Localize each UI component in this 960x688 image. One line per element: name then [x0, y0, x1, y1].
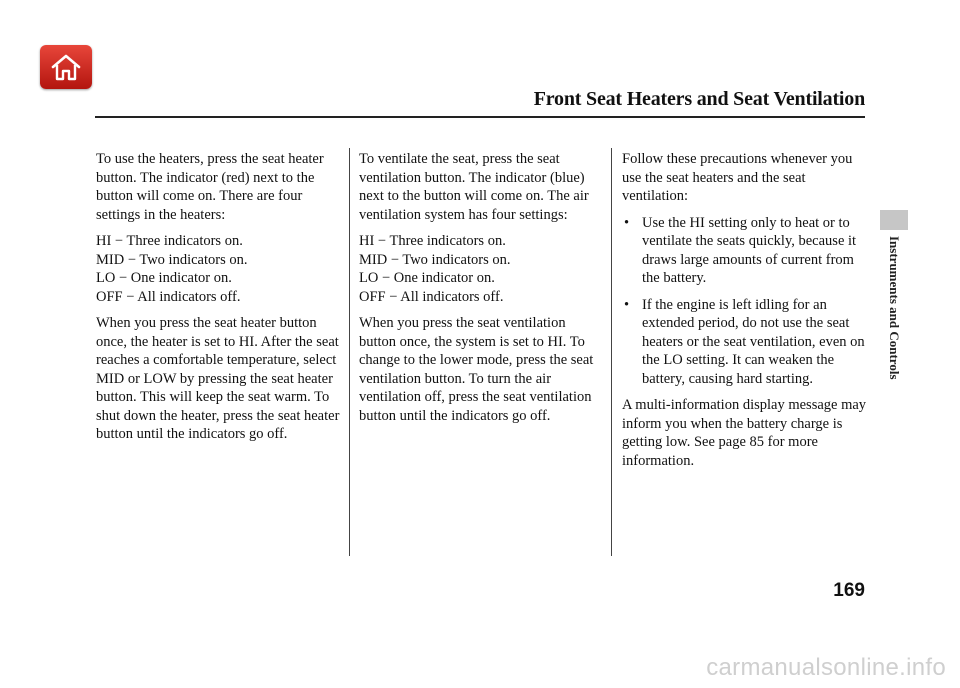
heater-setting-hi: HI − Three indicators on. [96, 233, 243, 249]
title-divider [95, 116, 865, 118]
heater-intro: To use the heaters, press the seat heater button. The indicator (red) next to the button will come on. There are four settings in the heaters: [96, 151, 324, 223]
column-precautions [622, 150, 867, 478]
precaution-text: Use the HI setting only to heat or to ventilate the seats quickly, because it draws large amounts of current from the battery. [642, 214, 857, 286]
vent-setting-mid: MID − Two indicators on. [359, 251, 511, 268]
battery-message-note: A multi-information display message may inform you when the battery charge is getting low. See page 85 for more information. [622, 397, 867, 469]
precaution-bullet [622, 214, 867, 288]
vent-setting-off: OFF − All indicators off. [359, 288, 504, 305]
column-heaters [96, 150, 341, 452]
heater-setting-off: OFF − All indicators off. [96, 288, 241, 305]
heater-body: When you press the seat heater button once, the heater is set to HI. After the seat reaches a comfortable temperature, select MID or LOW by pressing the seat heater button. This will keep the seat warm. To shut down the heater, press the seat heater button until the indicators go off. [96, 315, 340, 442]
ventilation-settings-list [359, 232, 604, 306]
vent-setting-hi: HI − Three indicators on. [359, 233, 506, 249]
bullet-dot-icon: • [624, 296, 630, 313]
bullet-dot-icon: • [624, 214, 630, 231]
heater-settings-list [96, 232, 341, 306]
heater-setting-lo: LO − One indicator on. [96, 270, 232, 286]
section-tab-label: Instruments and Controls [887, 236, 902, 380]
ventilation-intro: To ventilate the seat, press the seat ventilation button. The indicator (blue) next to the button will come on. The air ventilation system has four settings: [359, 151, 589, 223]
precautions-intro: Follow these precautions whenever you use the seat heaters and the seat ventilation: [622, 151, 853, 204]
ventilation-body: When you press the seat ventilation button once, the system is set to HI. To change to the lower mode, press the seat ventilation button. To turn the air ventilation off, press the seat ventilation button until the indicators go off. [359, 315, 594, 424]
column-divider-1 [349, 148, 350, 556]
home-icon [49, 52, 83, 82]
watermark: carmanualsonline.info [706, 654, 946, 681]
page-title: Front Seat Heaters and Seat Ventilation [533, 88, 865, 110]
section-tab-marker[interactable] [880, 210, 908, 230]
vent-setting-lo: LO − One indicator on. [359, 270, 495, 286]
precaution-bullet [622, 296, 867, 389]
heater-setting-mid: MID − Two indicators on. [96, 251, 248, 268]
column-ventilation [359, 150, 604, 433]
home-button[interactable] [40, 45, 92, 89]
column-divider-2 [611, 148, 612, 556]
precaution-text: If the engine is left idling for an extended period, do not use the seat heaters or the seat ventilation, even on the LO setting. It can weaken the battery, causing hard starting. [642, 296, 865, 387]
page-number: 169 [833, 580, 865, 601]
